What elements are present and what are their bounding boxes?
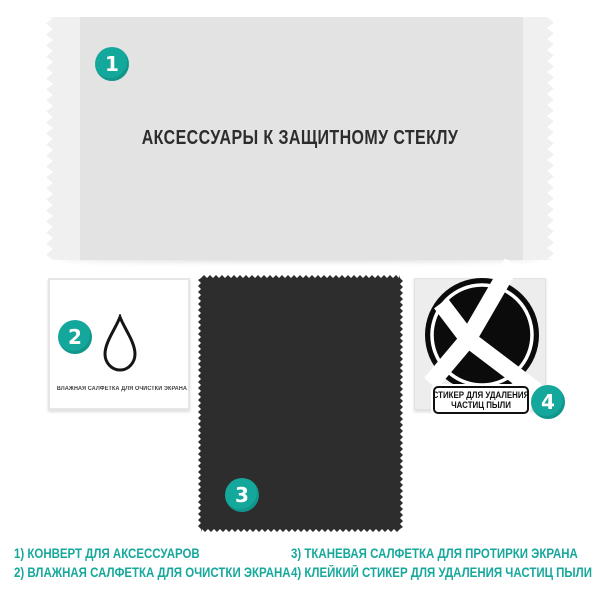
wet-wipe-caption: ВЛАЖНАЯ САЛФЕТКА ДЛЯ ОЧИСТКИ ЭКРАНА bbox=[56, 386, 188, 392]
legend-item-1: 1) КОНВЕРТ ДЛЯ АКСЕССУАРОВ bbox=[14, 546, 200, 561]
legend-item-3: 3) ТКАНЕВАЯ САЛФЕТКА ДЛЯ ПРОТИРКИ ЭКРАНА bbox=[291, 546, 578, 561]
envelope-title: АКСЕССУАРЫ К ЗАЩИТНОМУ СТЕКЛУ bbox=[141, 127, 459, 149]
callout-badge-3: 3 bbox=[225, 478, 259, 512]
sticker-label-line1: СТИКЕР ДЛЯ УДАЛЕНИЯ bbox=[432, 390, 530, 400]
sticker-label-line2: ЧАСТИЦ ПЫЛИ bbox=[451, 400, 511, 410]
callout-badge-2: 2 bbox=[58, 320, 92, 354]
droplet-icon bbox=[100, 314, 140, 374]
legend-item-2: 2) ВЛАЖНАЯ САЛФЕТКА ДЛЯ ОЧИСТКИ ЭКРАНА bbox=[14, 565, 291, 580]
sticker-label bbox=[433, 386, 529, 414]
legend-item-4: 4) КЛЕЙКИЙ СТИКЕР ДЛЯ УДАЛЕНИЯ ЧАСТИЦ ПЫЛИ bbox=[291, 565, 592, 580]
callout-badge-1: 1 bbox=[95, 47, 129, 81]
callout-badge-4: 4 bbox=[531, 385, 565, 419]
